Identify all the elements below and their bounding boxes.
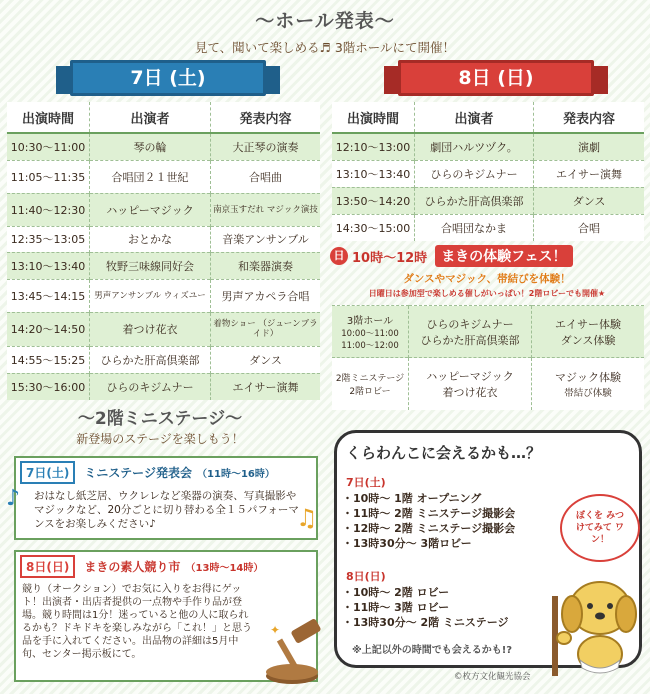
saturday-mini-box [14,456,318,540]
performer-cell: ひらのキジムナー [415,160,534,187]
performer-cell: 琴の輪 [90,133,211,160]
performer-line: 着つけ花衣 [442,385,498,399]
performer-cell: 劇団ハルツヅク。 [415,133,534,160]
mini-stage-title: 〜2階ミニステージ〜 [77,409,243,429]
list-item: ・12時〜 2階 ミニステージ撮影会 [342,522,516,535]
fes-time: 10時〜12時 [352,250,428,266]
table-row [7,160,320,193]
performer-cell: ひらのキジムナー [90,373,211,400]
time-cell: 14:55〜15:25 [7,346,90,373]
column-header: 出演者 [90,102,211,133]
kurawanko-sun-label: 8日(日) [346,570,386,583]
place-label: 2階ミニステージ [335,373,405,384]
svg-text:✦: ✦ [270,623,281,637]
time-cell: 11:40〜12:30 [7,193,90,226]
gavel-icon [262,618,330,688]
content-cell: ダンス [211,346,321,373]
content-cell: 演劇 [534,133,645,160]
list-item: ・10時〜 2階 ロビー [342,586,450,599]
mini-stage-subtitle: 新登場のステージを楽しもう！ [76,432,244,446]
music-note-icon: ♪ [6,486,21,511]
column-header: 出演時間 [332,102,415,133]
table-row [7,312,320,346]
performer-line: ハッピーマジック [426,369,514,383]
fes-header [330,244,644,268]
content-cell: 大正琴の演奏 [211,133,321,160]
content-cell [532,306,645,358]
performer-line: ひらかた肝高倶楽部 [420,333,520,347]
time-cell: 13:10〜13:40 [7,252,90,279]
content-cell: 和楽器演奏 [211,252,321,279]
time-cell: 15:30〜16:00 [7,373,90,400]
performer-cell: 男声アンサンブル ウィズユー [90,279,211,312]
day1-schedule-table [7,102,320,400]
content-line: エイサー体験 [555,317,621,331]
performer-cell: ひらかた肝高倶楽部 [90,346,211,373]
place-times: 10:00〜11:00 11:00〜12:00 [341,329,399,351]
table-row [7,252,320,279]
table-row [7,133,320,160]
time-cell: 12:10〜13:00 [332,133,415,160]
table-row [332,358,644,410]
time-cell: 14:30〜15:00 [332,214,415,241]
place-cell [332,306,409,358]
time-cell: 13:10〜13:40 [332,160,415,187]
fes-subtitle: ダンスやマジック、帯結びを体験！ [403,273,571,285]
list-item: ・11時〜 2階 ミニステージ撮影会 [342,507,516,520]
kurawanko-title: くらわんこに会えるかも…？ [346,444,542,462]
table-row [7,193,320,226]
content-cell [532,358,645,410]
content-cell: 合唱 [534,214,645,241]
place-cell [332,358,409,410]
list-item: ・11時〜 3階 ロビー [342,601,450,614]
table-row [7,346,320,373]
day2-schedule-table [332,102,644,241]
performer-cell: 合唱団なかま [415,214,534,241]
table-row [7,279,320,312]
day1-ribbon [56,60,280,96]
day2-ribbon [384,60,608,96]
speech-bubble-text: ぼくを みつけてみて ワン！ [575,511,625,545]
place-times: 2階ロビー [349,386,391,397]
list-item: ・10時〜 1階 オープニング [342,492,482,505]
table-row [332,214,644,241]
performer-cell: 牧野三味線同好会 [90,252,211,279]
performer-cell: ハッピーマジック [90,193,211,226]
saturday-tag: 7日(土) [20,461,75,484]
dog-mascot-icon [548,568,644,680]
content-cell: 着物ショー （ジューンブライド） [211,312,321,346]
music-note-icon: ♫ [296,504,318,532]
table-header-row [332,102,644,133]
table-row [332,133,644,160]
performer-line: ひらのキジムナー [426,317,514,331]
speech-bubble [560,494,640,562]
sunday-tag: 8日(日) [20,555,75,578]
performer-cell: 着つけ花衣 [90,312,211,346]
copyright: ©枚方文化観光協会 [454,672,531,682]
kurawanko-note: ※上記以外の時間でも会えるかも!? [352,645,513,656]
content-cell: エイサー演舞 [211,373,321,400]
time-cell: 11:05〜11:35 [7,160,90,193]
day1-ribbon-label: 7日 (土) [130,67,206,89]
time-cell: 12:35〜13:05 [7,226,90,252]
table-row [332,160,644,187]
time-cell: 13:50〜14:20 [332,187,415,214]
day2-ribbon-label: 8日 (日) [458,67,534,89]
sunday-badge: 日 [330,247,348,265]
table-row [332,306,644,358]
performer-cell [409,358,532,410]
page-title: 〜ホール発表〜 [255,10,395,32]
content-line: 帯結び体験 [564,387,612,399]
time-cell: 10:30〜11:00 [7,133,90,160]
performer-cell: おとかな [90,226,211,252]
content-line: ダンス体験 [560,333,616,347]
sunday-event-desc: 競り（オークション）でお気に入りをお得にゲット！出演者・出店者提供の一点物や手作り品が登場。競り時間は1分！迷っていると他の人に取られるかも？ドキドキを楽しみながら「これ！」と思う品を手に入れてください。出品物の詳細は5月中旬、センター掲示板にて。 [22,584,252,660]
column-header: 発表内容 [211,102,321,133]
kurawanko-sat-label: 7日(土) [346,476,386,489]
column-header: 出演者 [415,102,534,133]
content-line: マジック体験 [555,370,621,384]
time-cell: 14:20〜14:50 [7,312,90,346]
performer-cell [409,306,532,358]
table-row [332,187,644,214]
time-cell: 13:45〜14:15 [7,279,90,312]
list-item: ・13時30分〜 2階 ミニステージ [342,616,509,629]
page-subtitle: 見て、聞いて楽しめる♬ 3階ホールにて開催！ [194,40,456,55]
kurawanko-sun-list [342,584,572,629]
sunday-event-title: まきの素人競り市 [84,560,181,574]
kurawanko-sat-list [342,490,572,550]
content-cell: エイサー演舞 [534,160,645,187]
fes-note: 日曜日は参加型で楽しめる催しがいっぱい！2階ロビーでも開催★ [368,289,606,298]
table-row [7,373,320,400]
content-cell: 男声アカペラ合唱 [211,279,321,312]
place-label: 3階ホール [346,316,394,327]
fes-table [332,305,644,410]
content-cell: 南京玉すだれ マジック演技 [211,193,321,226]
content-cell: 音楽アンサンブル [211,226,321,252]
performer-cell: ひらかた肝高倶楽部 [415,187,534,214]
saturday-event-time: （11時〜16時） [197,469,275,480]
column-header: 発表内容 [534,102,645,133]
saturday-event-title: ミニステージ発表会 [84,466,192,480]
content-cell: ダンス [534,187,645,214]
saturday-event-desc: おはなし紙芝居、ウクレレなど楽器の演奏、写真撮影やマジックなど、20分ごとに切り替わる全１５パフォーマンスをお楽しみください♪ [34,490,299,530]
fes-title: まきの体験フェス！ [435,245,572,267]
sunday-event-time: （13時〜14時） [185,563,264,574]
performer-cell: 合唱団２１世紀 [90,160,211,193]
table-header-row [7,102,320,133]
table-row [7,226,320,252]
content-cell: 合唱曲 [211,160,321,193]
column-header: 出演時間 [7,102,90,133]
list-item: ・13時30分〜 3階ロビー [342,537,472,550]
